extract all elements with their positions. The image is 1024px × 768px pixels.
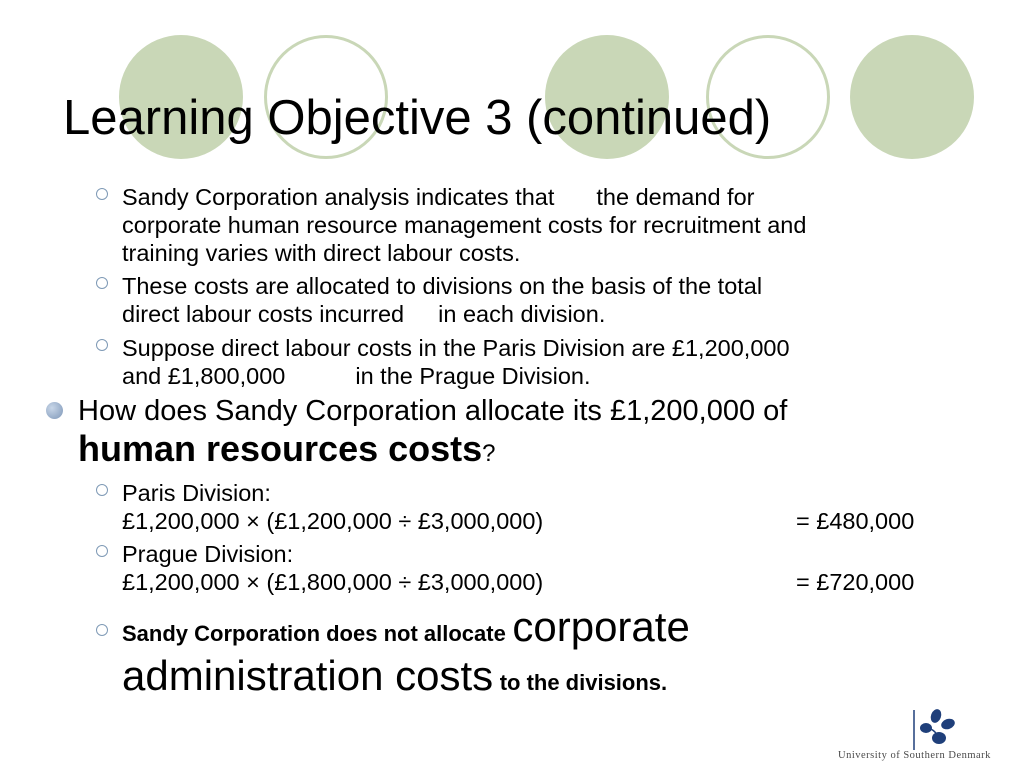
hollow-bullet-icon	[96, 484, 108, 496]
bullet-text: the demand for	[596, 184, 755, 210]
decor-circle-5	[850, 35, 974, 159]
bold-text: Sandy Corporation does not allocate	[122, 621, 506, 646]
sub-bullet-prague	[96, 540, 976, 596]
bullet-text: These costs are allocated to divisions on the basis of the total	[122, 273, 763, 299]
allocation-result: = £480,000	[796, 508, 915, 534]
main-bullet-question	[46, 394, 986, 475]
division-label: Prague Division:	[122, 541, 294, 567]
slide-title: Learning Objective 3 (continued)	[63, 91, 772, 145]
allocation-result: = £720,000	[796, 569, 915, 595]
university-logo	[838, 706, 1018, 766]
large-text: administration costs	[122, 652, 494, 699]
large-text: corporate	[512, 603, 690, 650]
bold-text: to the divisions.	[499, 670, 668, 695]
hollow-bullet-icon	[96, 188, 108, 200]
sub-bullet-paris	[96, 479, 976, 535]
sub-bullet-corporate-admin	[96, 603, 976, 704]
bullet-text: in each division.	[438, 301, 606, 327]
sub-bullet-analysis	[96, 183, 976, 267]
hollow-bullet-icon	[96, 339, 108, 351]
bullet-text: training varies with direct labour costs.	[122, 240, 521, 266]
bullet-text: direct labour costs incurred	[122, 301, 405, 327]
hollow-bullet-icon	[96, 545, 108, 557]
bullet-text: corporate human resource management costs for recruitment and	[122, 212, 807, 238]
bullet-text: Suppose direct labour costs in the Paris Division are £1,200,000	[122, 335, 790, 361]
bullet-text: How does Sandy Corporation allocate its £1,200,000 of	[78, 395, 788, 427]
leaf-emblem-icon	[906, 706, 966, 750]
hollow-bullet-icon	[96, 277, 108, 289]
emphasis-text: human resources costs	[78, 428, 483, 469]
sub-bullet-direct-labour	[96, 334, 976, 390]
question-mark: ?	[482, 440, 496, 467]
allocation-formula: £1,200,000 × (£1,200,000 ÷ £3,000,000)	[122, 508, 544, 534]
filled-bullet-icon	[46, 402, 63, 419]
hollow-bullet-icon	[96, 624, 108, 636]
bullet-text: in the Prague Division.	[355, 363, 591, 389]
bullet-text: Sandy Corporation analysis indicates that	[122, 184, 555, 210]
sub-bullet-allocation-basis	[96, 272, 976, 328]
bullet-text: and £1,800,000	[122, 363, 286, 389]
allocation-formula: £1,200,000 × (£1,800,000 ÷ £3,000,000)	[122, 569, 544, 595]
university-name: University of Southern Denmark	[838, 750, 991, 761]
division-label: Paris Division:	[122, 480, 271, 506]
